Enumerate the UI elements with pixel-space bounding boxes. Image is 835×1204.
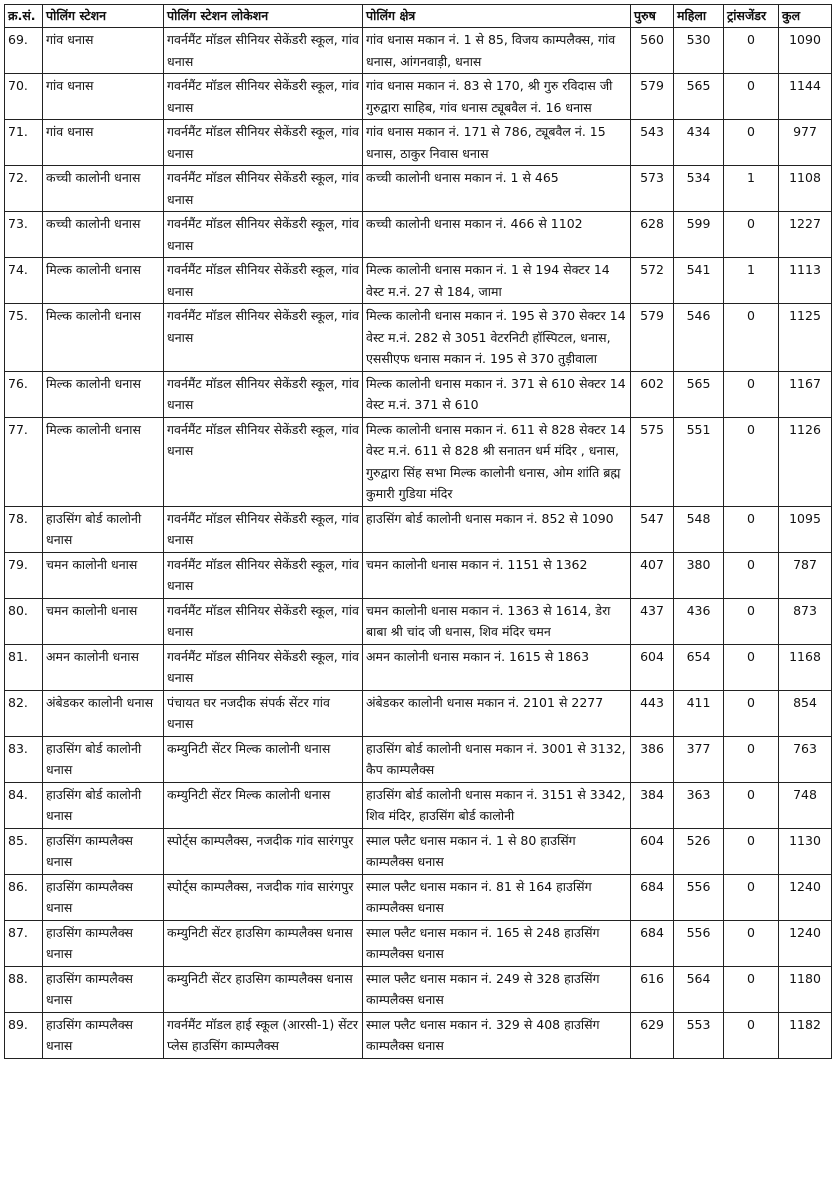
serial-no-cell: 89.: [5, 1012, 43, 1058]
transgender-count-cell: 0: [724, 874, 779, 920]
transgender-count-cell: 0: [724, 966, 779, 1012]
female-count-cell: 411: [674, 690, 724, 736]
transgender-count-cell: 0: [724, 120, 779, 166]
serial-no-cell: 78.: [5, 506, 43, 552]
polling-area-cell: कच्ची कालोनी धनास मकान नं. 466 से 1102: [363, 212, 631, 258]
serial-no-cell: 80.: [5, 598, 43, 644]
polling-area-cell: मिल्क कालोनी धनास मकान नं. 1 से 194 सेक्टर 14 वेस्ट म.नं. 27 से 184, जामा: [363, 258, 631, 304]
polling-area-cell: स्माल फ्लैट धनास मकान नं. 165 से 248 हाउसिंग काम्पलैक्स धनास: [363, 920, 631, 966]
table-row: [5, 1012, 832, 1058]
station-location-cell: गवर्नमैंट मॉडल हाई स्कूल (आरसी-1) सेंटर प्लेस हाउसिंग काम्पलैक्स: [164, 1012, 363, 1058]
station-location-cell: गवर्नमैंट मॉडल सीनियर सेकेंडरी स्कूल, गांव धनास: [164, 644, 363, 690]
total-count-cell: 787: [779, 552, 832, 598]
male-count-cell: 572: [631, 258, 674, 304]
total-count-cell: 1240: [779, 920, 832, 966]
polling-station-cell: गांव धनास: [43, 74, 164, 120]
male-count-cell: 384: [631, 782, 674, 828]
total-count-cell: 1090: [779, 28, 832, 74]
station-location-cell: गवर्नमैंट मॉडल सीनियर सेकेंडरी स्कूल, गांव धनास: [164, 212, 363, 258]
table-row: [5, 212, 832, 258]
total-count-cell: 1240: [779, 874, 832, 920]
serial-no-cell: 88.: [5, 966, 43, 1012]
table-row: [5, 598, 832, 644]
table-row: [5, 28, 832, 74]
female-count-cell: 434: [674, 120, 724, 166]
male-count-cell: 629: [631, 1012, 674, 1058]
total-count-cell: 854: [779, 690, 832, 736]
table-header-row: [5, 5, 832, 28]
polling-station-cell: हाउसिंग काम्पलैक्स धनास: [43, 1012, 164, 1058]
station-location-cell: पंचायत घर नजदीक संपर्क सेंटर गांव धनास: [164, 690, 363, 736]
polling-station-cell: हाउसिंग बोर्ड कालोनी धनास: [43, 782, 164, 828]
polling-area-cell: गांव धनास मकान नं. 83 से 170, श्री गुरु रविदास जी गुरुद्वारा साहिब, गांव धनास ट्यूबवैल नं. 16 धनास: [363, 74, 631, 120]
station-location-cell: गवर्नमैंट मॉडल सीनियर सेकेंडरी स्कूल, गांव धनास: [164, 166, 363, 212]
polling-area-cell: स्माल फ्लैट धनास मकान नं. 1 से 80 हाउसिंग काम्पलैक्स धनास: [363, 828, 631, 874]
serial-no-cell: 72.: [5, 166, 43, 212]
polling-area-cell: हाउसिंग बोर्ड कालोनी धनास मकान नं. 3151 से 3342, शिव मंदिर, हाउसिंग बोर्ड कालोनी: [363, 782, 631, 828]
transgender-count-cell: 0: [724, 1012, 779, 1058]
table-row: [5, 74, 832, 120]
polling-area-cell: मिल्क कालोनी धनास मकान नं. 371 से 610 सेक्टर 14 वेस्ट म.नं. 371 से 610: [363, 371, 631, 417]
female-count-cell: 534: [674, 166, 724, 212]
polling-area-cell: हाउसिंग बोर्ड कालोनी धनास मकान नं. 852 से 1090: [363, 506, 631, 552]
station-location-cell: गवर्नमैंट मॉडल सीनियर सेकेंडरी स्कूल, गांव धनास: [164, 552, 363, 598]
polling-station-cell: हाउसिंग काम्पलैक्स धनास: [43, 874, 164, 920]
polling-area-cell: हाउसिंग बोर्ड कालोनी धनास मकान नं. 3001 से 3132, कैप काम्पलैक्स: [363, 736, 631, 782]
total-count-cell: 1130: [779, 828, 832, 874]
female-count-cell: 564: [674, 966, 724, 1012]
polling-station-cell: मिल्क कालोनी धनास: [43, 258, 164, 304]
table-row: [5, 874, 832, 920]
table-row: [5, 304, 832, 372]
transgender-count-cell: 0: [724, 690, 779, 736]
table-row: [5, 506, 832, 552]
total-count-cell: 748: [779, 782, 832, 828]
table-row: [5, 417, 832, 506]
female-count-cell: 363: [674, 782, 724, 828]
female-count-cell: 565: [674, 371, 724, 417]
polling-area-cell: कच्ची कालोनी धनास मकान नं. 1 से 465: [363, 166, 631, 212]
polling-station-cell: चमन कालोनी धनास: [43, 552, 164, 598]
polling-station-cell: अमन कालोनी धनास: [43, 644, 164, 690]
serial-no-cell: 77.: [5, 417, 43, 506]
table-row: [5, 120, 832, 166]
polling-stations-table: [4, 4, 832, 1059]
station-location-cell: गवर्नमैंट मॉडल सीनियर सेकेंडरी स्कूल, गांव धनास: [164, 417, 363, 506]
polling-station-cell: गांव धनास: [43, 28, 164, 74]
station-location-cell: स्पोर्ट्स काम्पलैक्स, नजदीक गांव सारंगपुर: [164, 828, 363, 874]
male-count-cell: 560: [631, 28, 674, 74]
transgender-count-cell: 0: [724, 506, 779, 552]
transgender-count-cell: 0: [724, 782, 779, 828]
total-count-cell: 1168: [779, 644, 832, 690]
station-location-cell: गवर्नमैंट मॉडल सीनियर सेकेंडरी स्कूल, गांव धनास: [164, 371, 363, 417]
polling-area-cell: मिल्क कालोनी धनास मकान नं. 611 से 828 सेक्टर 14 वेस्ट म.नं. 611 से 828 श्री सनातन धर्म मंदिर , धनास, गुरुद्वारा सिंह सभा मिल्क कालोनी धनास, ओम शांति ब्रह्म कुमारी गुडिया मंदिर: [363, 417, 631, 506]
total-count-cell: 1125: [779, 304, 832, 372]
total-count-cell: 1182: [779, 1012, 832, 1058]
station-location-cell: कम्युनिटी सेंटर मिल्क कालोनी धनास: [164, 736, 363, 782]
male-count-cell: 604: [631, 828, 674, 874]
female-count-cell: 599: [674, 212, 724, 258]
serial-no-cell: 75.: [5, 304, 43, 372]
female-count-cell: 551: [674, 417, 724, 506]
table-row: [5, 644, 832, 690]
transgender-count-cell: 0: [724, 920, 779, 966]
polling-station-cell: हाउसिंग काम्पलैक्स धनास: [43, 966, 164, 1012]
transgender-count-cell: 0: [724, 552, 779, 598]
transgender-count-cell: 0: [724, 371, 779, 417]
table-row: [5, 966, 832, 1012]
male-count-cell: 573: [631, 166, 674, 212]
transgender-count-cell: 0: [724, 828, 779, 874]
station-location-cell: कम्युनिटी सेंटर हाउसिग काम्पलैक्स धनास: [164, 920, 363, 966]
transgender-count-cell: 1: [724, 258, 779, 304]
polling-station-cell: मिल्क कालोनी धनास: [43, 417, 164, 506]
table-row: [5, 736, 832, 782]
male-count-cell: 386: [631, 736, 674, 782]
station-location-cell: गवर्नमैंट मॉडल सीनियर सेकेंडरी स्कूल, गांव धनास: [164, 28, 363, 74]
polling-station-cell: चमन कालोनी धनास: [43, 598, 164, 644]
male-count-cell: 684: [631, 874, 674, 920]
header-transgender: ट्रांसजेंडर: [724, 5, 779, 28]
polling-area-cell: गांव धनास मकान नं. 171 से 786, ट्यूबवैल नं. 15 धनास, ठाकुर निवास धनास: [363, 120, 631, 166]
header-polling-station: पोलिंग स्टेशन: [43, 5, 164, 28]
header-total: कुल: [779, 5, 832, 28]
polling-station-cell: हाउसिंग बोर्ड कालोनी धनास: [43, 506, 164, 552]
male-count-cell: 437: [631, 598, 674, 644]
female-count-cell: 436: [674, 598, 724, 644]
polling-area-cell: मिल्क कालोनी धनास मकान नं. 195 से 370 सेक्टर 14 वेस्ट म.नं. 282 से 3051 वेटरनिटी हॉस्पिटल, धनास, एससीएफ धनास मकान नं. 195 से 370 तुड़ीवाला: [363, 304, 631, 372]
polling-area-cell: चमन कालोनी धनास मकान नं. 1363 से 1614, डेरा बाबा श्री चांद जी धनास, शिव मंदिर चमन: [363, 598, 631, 644]
total-count-cell: 1108: [779, 166, 832, 212]
female-count-cell: 556: [674, 874, 724, 920]
header-station-location: पोलिंग स्टेशन लोकेशन: [164, 5, 363, 28]
male-count-cell: 547: [631, 506, 674, 552]
transgender-count-cell: 0: [724, 304, 779, 372]
serial-no-cell: 79.: [5, 552, 43, 598]
table-row: [5, 166, 832, 212]
serial-no-cell: 69.: [5, 28, 43, 74]
male-count-cell: 543: [631, 120, 674, 166]
station-location-cell: स्पोर्ट्स काम्पलैक्स, नजदीक गांव सारंगपुर: [164, 874, 363, 920]
station-location-cell: कम्युनिटी सेंटर मिल्क कालोनी धनास: [164, 782, 363, 828]
table-row: [5, 552, 832, 598]
polling-station-cell: कच्ची कालोनी धनास: [43, 212, 164, 258]
female-count-cell: 546: [674, 304, 724, 372]
female-count-cell: 530: [674, 28, 724, 74]
serial-no-cell: 70.: [5, 74, 43, 120]
serial-no-cell: 81.: [5, 644, 43, 690]
polling-area-cell: चमन कालोनी धनास मकान नं. 1151 से 1362: [363, 552, 631, 598]
table-row: [5, 920, 832, 966]
transgender-count-cell: 1: [724, 166, 779, 212]
female-count-cell: 541: [674, 258, 724, 304]
total-count-cell: 763: [779, 736, 832, 782]
table-row: [5, 828, 832, 874]
station-location-cell: गवर्नमैंट मॉडल सीनियर सेकेंडरी स्कूल, गांव धनास: [164, 598, 363, 644]
serial-no-cell: 84.: [5, 782, 43, 828]
female-count-cell: 654: [674, 644, 724, 690]
transgender-count-cell: 0: [724, 598, 779, 644]
total-count-cell: 977: [779, 120, 832, 166]
total-count-cell: 1113: [779, 258, 832, 304]
polling-station-cell: मिल्क कालोनी धनास: [43, 371, 164, 417]
station-location-cell: कम्युनिटी सेंटर हाउसिग काम्पलैक्स धनास: [164, 966, 363, 1012]
serial-no-cell: 71.: [5, 120, 43, 166]
total-count-cell: 1180: [779, 966, 832, 1012]
male-count-cell: 604: [631, 644, 674, 690]
polling-area-cell: अमन कालोनी धनास मकान नं. 1615 से 1863: [363, 644, 631, 690]
polling-station-cell: गांव धनास: [43, 120, 164, 166]
station-location-cell: गवर्नमैंट मॉडल सीनियर सेकेंडरी स्कूल, गांव धनास: [164, 304, 363, 372]
station-location-cell: गवर्नमैंट मॉडल सीनियर सेकेंडरी स्कूल, गांव धनास: [164, 258, 363, 304]
polling-station-cell: मिल्क कालोनी धनास: [43, 304, 164, 372]
station-location-cell: गवर्नमैंट मॉडल सीनियर सेकेंडरी स्कूल, गांव धनास: [164, 506, 363, 552]
polling-station-cell: अंबेडकर कालोनी धनास: [43, 690, 164, 736]
table-row: [5, 782, 832, 828]
serial-no-cell: 83.: [5, 736, 43, 782]
polling-station-cell: हाउसिंग काम्पलैक्स धनास: [43, 920, 164, 966]
polling-area-cell: गांव धनास मकान नं. 1 से 85, विजय काम्पलैक्स, गांव धनास, आंगनवाड़ी, धनास: [363, 28, 631, 74]
polling-area-cell: स्माल फ्लैट धनास मकान नं. 249 से 328 हाउसिंग काम्पलैक्स धनास: [363, 966, 631, 1012]
total-count-cell: 1227: [779, 212, 832, 258]
transgender-count-cell: 0: [724, 212, 779, 258]
male-count-cell: 579: [631, 74, 674, 120]
female-count-cell: 377: [674, 736, 724, 782]
serial-no-cell: 73.: [5, 212, 43, 258]
table-row: [5, 371, 832, 417]
polling-area-cell: स्माल फ्लैट धनास मकान नं. 329 से 408 हाउसिंग काम्पलैक्स धनास: [363, 1012, 631, 1058]
polling-area-cell: स्माल फ्लैट धनास मकान नं. 81 से 164 हाउसिंग काम्पलैक्स धनास: [363, 874, 631, 920]
total-count-cell: 1095: [779, 506, 832, 552]
total-count-cell: 873: [779, 598, 832, 644]
transgender-count-cell: 0: [724, 644, 779, 690]
polling-station-cell: कच्ची कालोनी धनास: [43, 166, 164, 212]
header-polling-area: पोलिंग क्षेत्र: [363, 5, 631, 28]
table-row: [5, 258, 832, 304]
header-serial-no: क्र.सं.: [5, 5, 43, 28]
male-count-cell: 443: [631, 690, 674, 736]
transgender-count-cell: 0: [724, 28, 779, 74]
female-count-cell: 548: [674, 506, 724, 552]
polling-station-cell: हाउसिंग बोर्ड कालोनी धनास: [43, 736, 164, 782]
total-count-cell: 1144: [779, 74, 832, 120]
transgender-count-cell: 0: [724, 417, 779, 506]
male-count-cell: 684: [631, 920, 674, 966]
male-count-cell: 407: [631, 552, 674, 598]
serial-no-cell: 87.: [5, 920, 43, 966]
transgender-count-cell: 0: [724, 74, 779, 120]
male-count-cell: 616: [631, 966, 674, 1012]
station-location-cell: गवर्नमैंट मॉडल सीनियर सेकेंडरी स्कूल, गांव धनास: [164, 120, 363, 166]
table-body: [5, 28, 832, 1059]
total-count-cell: 1126: [779, 417, 832, 506]
male-count-cell: 575: [631, 417, 674, 506]
serial-no-cell: 76.: [5, 371, 43, 417]
serial-no-cell: 74.: [5, 258, 43, 304]
polling-station-cell: हाउसिंग काम्पलैक्स धनास: [43, 828, 164, 874]
serial-no-cell: 82.: [5, 690, 43, 736]
header-male: पुरुष: [631, 5, 674, 28]
male-count-cell: 602: [631, 371, 674, 417]
station-location-cell: गवर्नमैंट मॉडल सीनियर सेकेंडरी स्कूल, गांव धनास: [164, 74, 363, 120]
male-count-cell: 579: [631, 304, 674, 372]
serial-no-cell: 86.: [5, 874, 43, 920]
female-count-cell: 526: [674, 828, 724, 874]
table-row: [5, 690, 832, 736]
total-count-cell: 1167: [779, 371, 832, 417]
polling-area-cell: अंबेडकर कालोनी धनास मकान नं. 2101 से 2277: [363, 690, 631, 736]
female-count-cell: 556: [674, 920, 724, 966]
male-count-cell: 628: [631, 212, 674, 258]
serial-no-cell: 85.: [5, 828, 43, 874]
female-count-cell: 565: [674, 74, 724, 120]
female-count-cell: 380: [674, 552, 724, 598]
transgender-count-cell: 0: [724, 736, 779, 782]
female-count-cell: 553: [674, 1012, 724, 1058]
header-female: महिला: [674, 5, 724, 28]
